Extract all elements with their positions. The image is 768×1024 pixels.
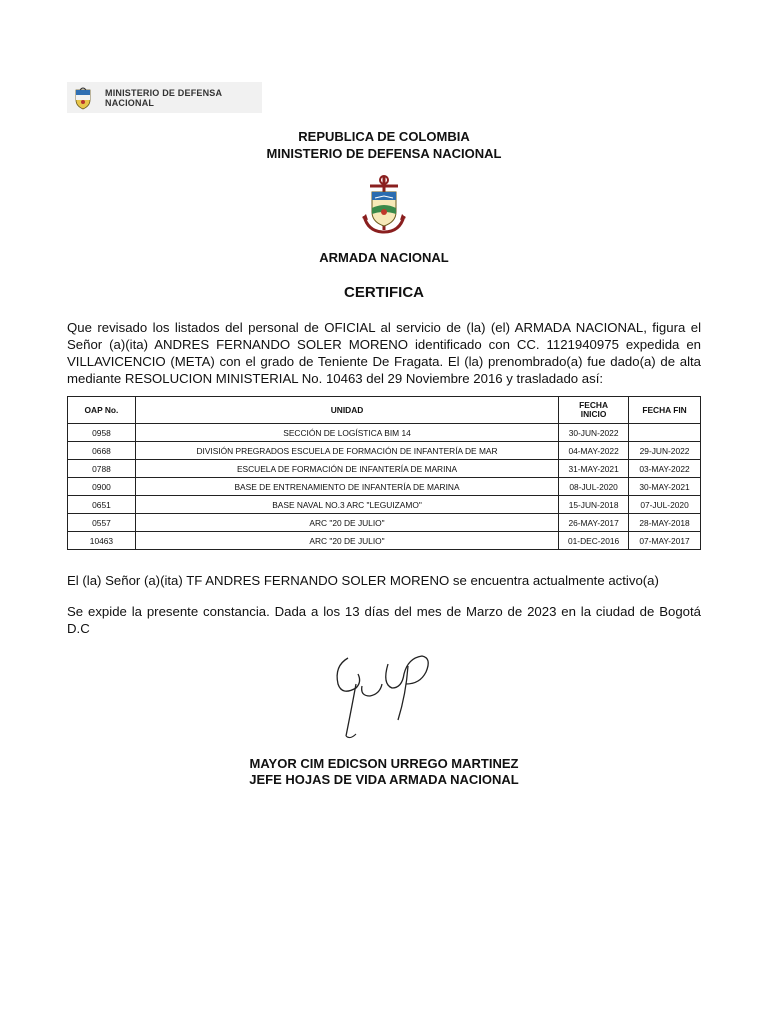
certifica-title: CERTIFICA — [344, 284, 424, 301]
assignments-table — [67, 396, 701, 550]
table-row — [68, 496, 701, 514]
unit-cell: SECCIÓN DE LOGÍSTICA BIM 14 — [135, 424, 558, 442]
table-row — [68, 514, 701, 532]
ministry-logo — [67, 82, 262, 113]
fecha-inicio-label: FECHA INICIO — [579, 400, 609, 419]
start-date-cell: 01-DEC-2016 — [559, 532, 629, 550]
end-date-cell: 07-JUL-2020 — [629, 496, 701, 514]
unit-cell: BASE DE ENTRENAMIENTO DE INFANTERÍA DE MARINA — [135, 478, 558, 496]
table-row — [68, 460, 701, 478]
unit-cell: ARC "20 DE JULIO" — [135, 532, 558, 550]
start-date-cell: 04-MAY-2022 — [559, 442, 629, 460]
intro-paragraph: Que revisado los listados del personal de OFICIAL al servicio de (la) (el) ARMADA NACIONAL, figura el Señor (a)(ita) ANDRES FERNANDO SOLER MORENO identificado con CC. 1121940975 expedida en VILLAVICENCIO (META) con el grado de Teniente De Fragata. El (la) prenombrado(a) fue dado(a) de alta mediante RESOLUCION MINISTERIAL No. 10463 del 29 Noviembre 2016 y trasladado así: — [67, 320, 701, 386]
oap-cell: 0958 — [68, 424, 136, 442]
oap-cell: 0900 — [68, 478, 136, 496]
end-date-cell: 29-JUN-2022 — [629, 442, 701, 460]
unit-cell: ARC "20 DE JULIO" — [135, 514, 558, 532]
oap-cell: 0651 — [68, 496, 136, 514]
end-date-cell: 28-MAY-2018 — [629, 514, 701, 532]
handwritten-signature — [326, 644, 438, 744]
end-date-cell: 03-MAY-2022 — [629, 460, 701, 478]
status-paragraph: El (la) Señor (a)(ita) TF ANDRES FERNANDO SOLER MORENO se encuentra actualmente activo(a) — [67, 573, 659, 588]
oap-cell: 0668 — [68, 442, 136, 460]
logo-text: MINISTERIO DE DEFENSA NACIONAL — [105, 87, 223, 108]
country-title: REPUBLICA DE COLOMBIA — [298, 129, 470, 144]
closing-paragraph: Se expide la presente constancia. Dada a los 13 días del mes de Marzo de 2023 en la ciudad de Bogotá D.C — [67, 604, 701, 636]
oap-cell: 0788 — [68, 460, 136, 478]
start-date-cell: 08-JUL-2020 — [559, 478, 629, 496]
start-date-cell: 26-MAY-2017 — [559, 514, 629, 532]
unit-cell: ESCUELA DE FORMACIÓN DE INFANTERÍA DE MARINA — [135, 460, 558, 478]
oap-cell: 0557 — [68, 514, 136, 532]
navy-emblem-icon — [360, 174, 408, 236]
colombia-crest-icon — [73, 86, 93, 110]
table-row — [68, 478, 701, 496]
oap-cell: 10463 — [68, 532, 136, 550]
start-date-cell: 15-JUN-2018 — [559, 496, 629, 514]
table-row — [68, 442, 701, 460]
end-date-cell — [629, 424, 701, 442]
column-header-fecha-inicio — [559, 397, 629, 424]
unit-cell: DIVISIÓN PREGRADOS ESCUELA DE FORMACIÓN DE INFANTERÍA DE MAR — [135, 442, 558, 460]
ministry-title: MINISTERIO DE DEFENSA NACIONAL — [266, 146, 502, 161]
start-date-cell: 31-MAY-2021 — [559, 460, 629, 478]
table-row — [68, 532, 701, 550]
start-date-cell: 30-JUN-2022 — [559, 424, 629, 442]
unit-cell: BASE NAVAL NO.3 ARC "LEGUIZAMO" — [135, 496, 558, 514]
end-date-cell: 07-MAY-2017 — [629, 532, 701, 550]
column-header-fecha-fin: FECHA FIN — [629, 397, 701, 424]
table-row — [68, 424, 701, 442]
column-header-unidad: UNIDAD — [135, 397, 558, 424]
table-header-row — [68, 397, 701, 424]
end-date-cell: 30-MAY-2021 — [629, 478, 701, 496]
unit-title: ARMADA NACIONAL — [319, 250, 449, 265]
signer-role: JEFE HOJAS DE VIDA ARMADA NACIONAL — [249, 772, 519, 787]
column-header-oap: OAP No. — [68, 397, 136, 424]
signer-name: MAYOR CIM EDICSON URREGO MARTINEZ — [249, 756, 519, 771]
